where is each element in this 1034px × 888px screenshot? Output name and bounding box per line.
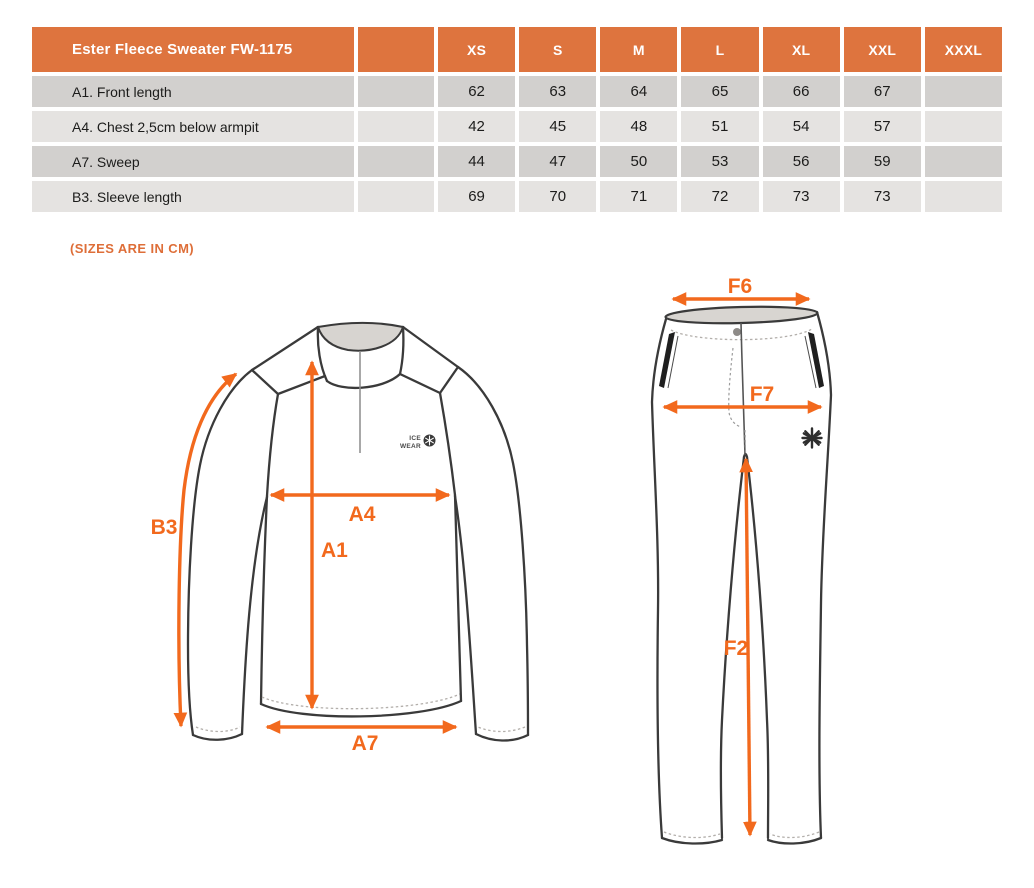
f7-label: F7 bbox=[749, 383, 775, 406]
col-header-xxl: XXL bbox=[844, 27, 921, 72]
cell-value: 48 bbox=[600, 111, 677, 142]
cell-value: 57 bbox=[844, 111, 921, 142]
col-header-l: L bbox=[681, 27, 758, 72]
sweater-left-raglan bbox=[267, 394, 278, 496]
a1-label: A1 bbox=[321, 539, 348, 562]
cell-value: 47 bbox=[519, 146, 596, 177]
col-header-m: M bbox=[600, 27, 677, 72]
cell-value: 54 bbox=[763, 111, 840, 142]
b3-label: B3 bbox=[150, 516, 178, 539]
cell-value: 44 bbox=[438, 146, 515, 177]
col-header-xs: XS bbox=[438, 27, 515, 72]
pants-fly-stitch bbox=[729, 348, 741, 427]
col-header-xl: XL bbox=[763, 27, 840, 72]
sweater-left-cuff-stitch bbox=[196, 727, 240, 732]
cell-value: 63 bbox=[519, 76, 596, 107]
cell-value: 65 bbox=[681, 76, 758, 107]
cell-value: 59 bbox=[844, 146, 921, 177]
cell-value: 64 bbox=[600, 76, 677, 107]
sizes-note: (SIZES ARE IN CM) bbox=[70, 241, 195, 256]
sweater-right-shoulder-seams bbox=[400, 327, 458, 393]
sweater-hem-stitch bbox=[262, 694, 460, 709]
cell-value: 67 bbox=[844, 76, 921, 107]
table-title: Ester Fleece Sweater FW-1175 bbox=[32, 27, 354, 72]
snowflake-icon bbox=[803, 429, 822, 448]
cell-value: 72 bbox=[681, 181, 758, 212]
pants-right-hem-stitch bbox=[770, 832, 819, 838]
pants-right-hem bbox=[768, 838, 821, 844]
pants-left-hem-stitch bbox=[664, 832, 720, 838]
pants-waist-opening bbox=[665, 305, 817, 325]
cell-value: 66 bbox=[763, 76, 840, 107]
sweater-left-cuff bbox=[193, 734, 242, 740]
pants-right-outer bbox=[817, 312, 831, 838]
sweater-right-cuff bbox=[476, 734, 528, 741]
sweater-collar-bottom bbox=[327, 374, 400, 388]
cell-value: 69 bbox=[438, 181, 515, 212]
icewear-logo bbox=[400, 435, 436, 451]
cell-value: 73 bbox=[844, 181, 921, 212]
logo-text-ice: ICE bbox=[409, 435, 421, 442]
sweater-left-side bbox=[261, 496, 267, 704]
cell-value: 62 bbox=[438, 76, 515, 107]
cell-value: 45 bbox=[519, 111, 596, 142]
pants-diagram bbox=[652, 305, 831, 844]
f6-label: F6 bbox=[727, 275, 753, 298]
cell-value: 56 bbox=[763, 146, 840, 177]
row-label: A7. Sweep bbox=[32, 146, 354, 177]
cell-value: 51 bbox=[681, 111, 758, 142]
cell-value: 70 bbox=[519, 181, 596, 212]
pants-button bbox=[733, 328, 741, 336]
row-label: A4. Chest 2,5cm below armpit bbox=[32, 111, 354, 142]
row-label: B3. Sleeve length bbox=[32, 181, 354, 212]
sweater-collar-inner bbox=[318, 323, 403, 351]
snowflake-icon bbox=[424, 435, 436, 447]
cell-value: 71 bbox=[600, 181, 677, 212]
logo-text-wear: WEAR bbox=[399, 443, 421, 450]
cell-value: 50 bbox=[600, 146, 677, 177]
cell-value: 53 bbox=[681, 146, 758, 177]
pants-left-hem bbox=[662, 838, 722, 844]
pants-center-front bbox=[741, 323, 745, 455]
a7-label: A7 bbox=[351, 732, 379, 755]
cell-value: 42 bbox=[438, 111, 515, 142]
row-label: A1. Front length bbox=[32, 76, 354, 107]
pants-left-outer bbox=[652, 319, 666, 838]
col-header-s: S bbox=[519, 27, 596, 72]
sweater-right-cuff-stitch bbox=[478, 727, 525, 732]
sweater-left-sleeve bbox=[188, 370, 252, 735]
col-header-xxxl: XXXL bbox=[925, 27, 1002, 72]
a4-label: A4 bbox=[348, 503, 376, 526]
cell-value: 73 bbox=[763, 181, 840, 212]
sweater-right-sleeve bbox=[458, 367, 528, 735]
sweater-diagram bbox=[188, 323, 528, 741]
sweater-left-shoulder-seams bbox=[252, 327, 325, 394]
f2-label: F2 bbox=[723, 637, 749, 660]
sweater-right-raglan bbox=[440, 393, 455, 495]
